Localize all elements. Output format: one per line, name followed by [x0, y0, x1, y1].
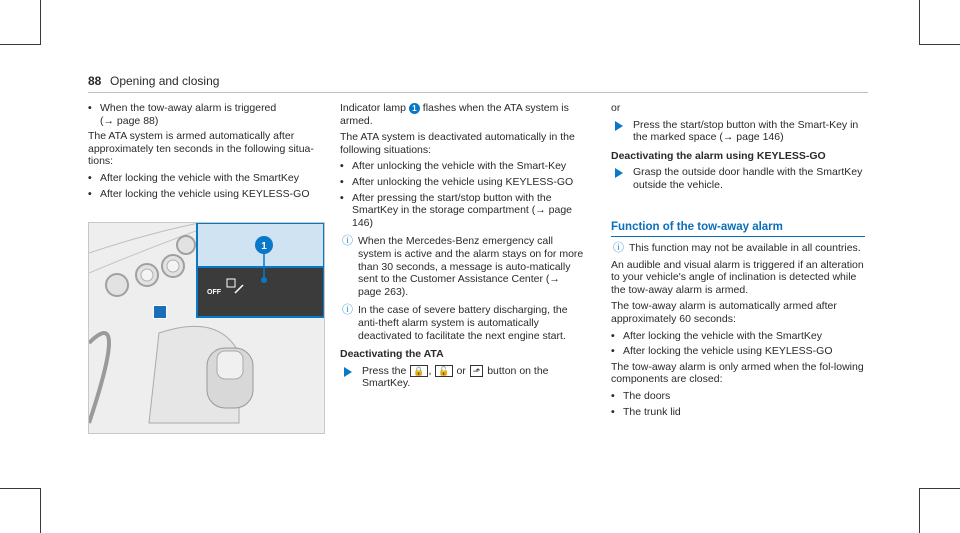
- column-3: [611, 102, 865, 196]
- step-arrow-icon: [615, 168, 623, 178]
- column-2: [340, 102, 584, 394]
- callout-number: 1: [261, 241, 267, 252]
- crop-mark: [0, 44, 40, 45]
- paragraph: The tow-away alarm is automatically armed after approximately 60 seconds:: [611, 300, 837, 325]
- paragraph: The tow-away alarm is only armed when the fol-lowing components are closed:: [611, 360, 864, 386]
- page-title: Opening and closing: [110, 74, 220, 88]
- column-1: [88, 102, 323, 203]
- trunk-key-icon: ⬏: [470, 365, 484, 377]
- page-number: 88: [88, 74, 102, 88]
- list-item: • After locking the vehicle with the SmartKey: [611, 330, 865, 343]
- list-item: • When the tow-away alarm is triggered (→ page 88): [88, 102, 323, 127]
- paragraph: or: [611, 102, 621, 114]
- column-3-lower: [611, 242, 865, 421]
- crop-mark: [919, 488, 920, 533]
- paragraph: An audible and visual alarm is triggered if an alteration to your vehicle's angle of inclination is detected while the tow-away alarm is armed.: [611, 258, 864, 296]
- instruction-step: Press the 🔒 , 🔓 or ⬏ button on the SmartKey.: [340, 365, 584, 390]
- button-marker-icon: [153, 305, 167, 319]
- callout-1-icon: 1: [409, 103, 420, 114]
- info-icon: ⓘ: [613, 242, 624, 254]
- section-title: Function of the tow-away alarm: [611, 221, 783, 233]
- unlock-key-icon: 🔓: [435, 365, 452, 377]
- crop-mark: [919, 0, 920, 45]
- list-item: • After locking the vehicle using KEYLESS-GO: [611, 345, 865, 358]
- instruction-step: Grasp the outside door handle with the SmartKey outside the vehicle.: [611, 166, 865, 191]
- step-arrow-icon: [344, 367, 352, 377]
- list-item: • The doors: [611, 390, 865, 403]
- page-link[interactable]: (→ page 88): [100, 114, 159, 127]
- crop-mark: [920, 488, 960, 489]
- off-label: OFF: [207, 289, 221, 296]
- console-illustration: [88, 222, 325, 434]
- paragraph: Indicator lamp 1 flashes when the ATA system is armed.: [340, 102, 569, 127]
- note: ⓘ When the Mercedes-Benz emergency call system is active and the alarm stays on for more than 30 seconds, a message is auto-matically sent to the Customer Assistance Center (→ page 263).: [342, 235, 584, 298]
- header-divider: [88, 92, 868, 93]
- crop-mark: [40, 488, 41, 533]
- paragraph: The ATA system is armed automatically after approximately ten seconds in the following situa-tions:: [88, 130, 314, 168]
- crop-mark: [920, 44, 960, 45]
- list-item: • After locking the vehicle with the SmartKey: [88, 172, 323, 185]
- step-arrow-icon: [615, 121, 623, 131]
- lock-key-icon: 🔒: [410, 365, 427, 377]
- list-item: • After unlocking the vehicle using KEYLESS-GO: [340, 176, 584, 189]
- list-item: • After unlocking the vehicle with the Smart-Key: [340, 160, 584, 173]
- info-icon: ⓘ: [342, 235, 353, 248]
- note: ⓘ In the case of severe battery discharging, the anti-theft alarm system is automatically deactivated to facilitate the next engine start.: [342, 304, 568, 342]
- section-divider: [611, 236, 865, 237]
- subheading: Deactivating the ATA: [340, 348, 444, 361]
- instruction-step: Press the start/stop button with the Smart-Key in the marked space (→ page 146): [611, 119, 865, 144]
- info-icon: ⓘ: [342, 304, 353, 317]
- crop-mark: [40, 0, 41, 45]
- list-item: • After locking the vehicle using KEYLESS-GO: [88, 188, 323, 201]
- crop-mark: [0, 488, 40, 489]
- subheading: Deactivating the alarm using KEYLESS-GO: [611, 149, 826, 162]
- paragraph: The ATA system is deactivated automatically in the following situations:: [340, 131, 575, 156]
- list-item: • The trunk lid: [611, 406, 865, 419]
- console-drawing: [89, 223, 324, 433]
- note: ⓘ This function may not be available in all countries.: [613, 242, 861, 254]
- list-item: • After pressing the start/stop button with the SmartKey in the storage compartment (→ page 146): [340, 192, 584, 230]
